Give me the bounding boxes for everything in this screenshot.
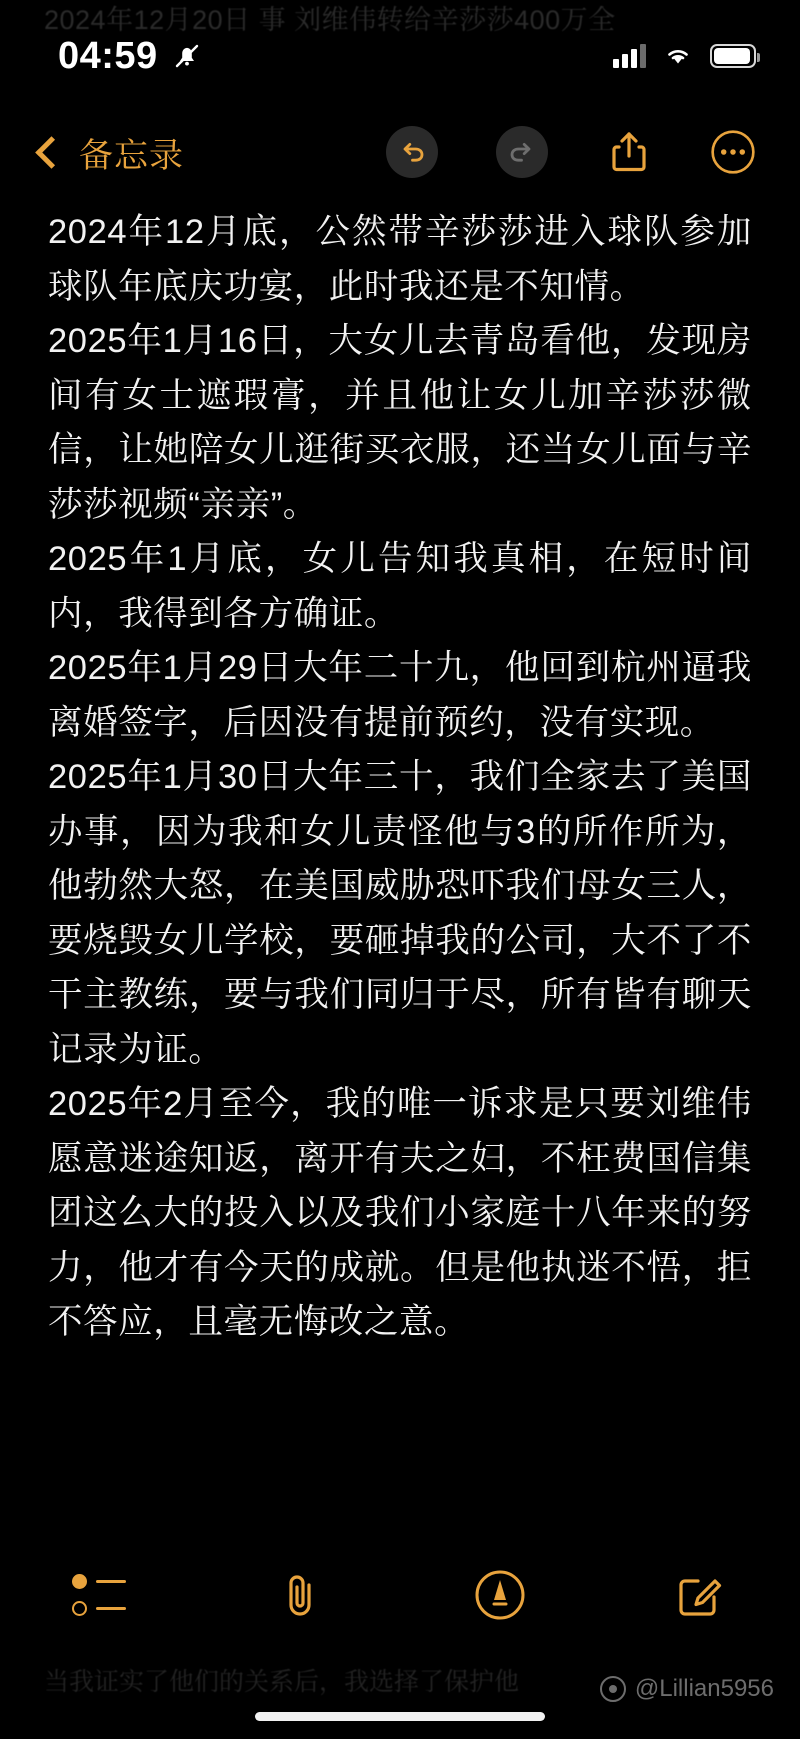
note-paragraph: 2024年12月底，公然带辛莎莎进入球队参加球队年底庆功宴，此时我还是不知情。 bbox=[48, 213, 752, 306]
redo-arrow-icon bbox=[505, 135, 539, 169]
pen-circle-icon bbox=[473, 1568, 527, 1622]
wifi-icon bbox=[662, 44, 694, 68]
note-paragraph: 2025年2月至今，我的唯一诉求是只要刘维伟愿意迷途知返，离开有夫之妇，不枉费国信集团这么大的投入以及我们小家庭十八年来的努力，他才有今天的成就。但是他执迷不悟，拒不答应，且毫无悔改之意。 bbox=[48, 1085, 752, 1341]
background-ghost-text-top: 2024年12月20日 事 刘维伟转给辛莎莎400万全 bbox=[44, 5, 616, 35]
watermark-handle: @Lillian5956 bbox=[634, 1675, 774, 1702]
undo-button[interactable] bbox=[386, 126, 438, 178]
home-indicator[interactable] bbox=[255, 1712, 545, 1721]
share-button[interactable] bbox=[606, 126, 652, 178]
share-up-arrow-icon bbox=[609, 129, 649, 175]
weibo-icon bbox=[600, 1676, 626, 1702]
more-button[interactable] bbox=[710, 126, 756, 178]
bell-off-icon bbox=[172, 41, 202, 71]
redo-button[interactable] bbox=[496, 126, 548, 178]
clock: 04:59 bbox=[58, 34, 158, 77]
navigation-bar bbox=[0, 112, 800, 192]
navigation-actions bbox=[386, 126, 766, 178]
note-paragraph: 2025年1月16日，大女儿去青岛看他，发现房间有女士遮瑕膏，并且他让女儿加辛莎莎微信，让她陪女儿逛街买衣服，还当女儿面与辛莎莎视频“亲亲”。 bbox=[48, 322, 752, 524]
note-paragraph: 2025年1月29日大年二十九，他回到杭州逼我离婚签字，后因没有提前预约，没有实现。 bbox=[48, 649, 752, 742]
note-paragraph: 2025年1月底，女儿告知我真相，在短时间内，我得到各方确证。 bbox=[48, 540, 752, 633]
chevron-left-icon bbox=[35, 136, 68, 169]
note-paragraph: 2025年1月30日大年三十，我们全家去了美国办事，因为我和女儿责怪他与3的所作所为，他勃然大怒，在美国威胁恐吓我们母女三人，要烧毁女儿学校，要砸掉我的公司，大不了不干主教练，要与我们同归于尽，所有皆有聊天记录为证。 bbox=[48, 758, 752, 1069]
ellipsis-circle-icon bbox=[710, 126, 756, 178]
status-bar bbox=[0, 0, 800, 112]
status-bar-right bbox=[613, 44, 756, 68]
checklist-icon bbox=[72, 1572, 128, 1618]
back-button-label: 备忘录 bbox=[79, 136, 184, 175]
note-content[interactable] bbox=[0, 205, 800, 1539]
attachment-button[interactable] bbox=[200, 1547, 400, 1643]
paperclip-icon bbox=[276, 1569, 324, 1621]
background-ghost-text-bottom: 当我证实了他们的关系后，我选择了保护他 bbox=[44, 1668, 520, 1696]
bottom-toolbar bbox=[0, 1547, 800, 1643]
back-button[interactable] bbox=[34, 128, 184, 177]
watermark bbox=[600, 1675, 774, 1703]
cellular-signal-icon bbox=[613, 44, 646, 68]
new-note-button[interactable] bbox=[600, 1547, 800, 1643]
battery-icon bbox=[710, 44, 756, 68]
checklist-button[interactable] bbox=[0, 1547, 200, 1643]
status-bar-left bbox=[58, 35, 202, 78]
compose-square-pencil-icon bbox=[674, 1569, 726, 1621]
undo-arrow-icon bbox=[395, 135, 429, 169]
markup-button[interactable] bbox=[400, 1547, 600, 1643]
